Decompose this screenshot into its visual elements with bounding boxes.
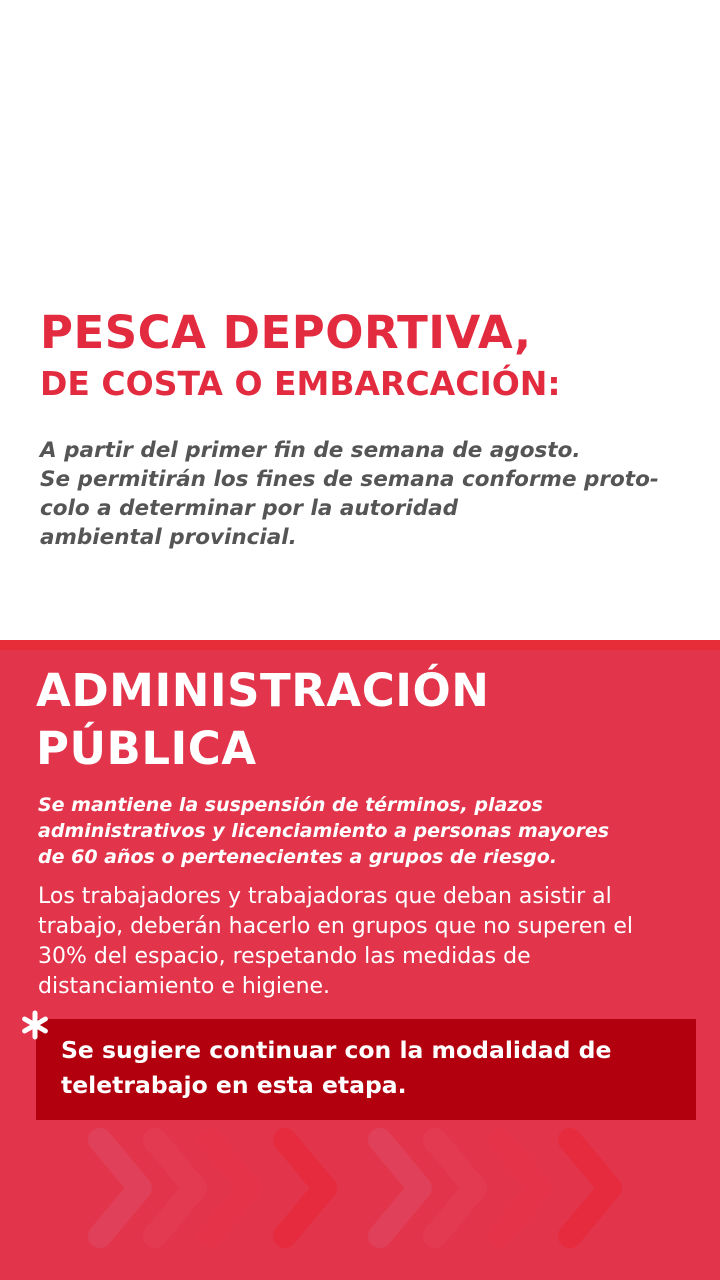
pesca-intro-line: Se permitirán los fines de semana conforme proto- xyxy=(40,467,659,492)
note-line: Se sugiere continuar con la modalidad de xyxy=(61,1036,612,1064)
admin-subtitle-line: de 60 años o pertenecientes a grupos de riesgo. xyxy=(38,846,558,868)
pesca-intro-line: colo a determinar por la autoridad xyxy=(40,496,458,521)
admin-title-line1: ADMINISTRACIÓN xyxy=(36,664,490,717)
chevron-mark xyxy=(155,1140,195,1236)
chevron-mark xyxy=(380,1140,420,1236)
chevron-mark xyxy=(285,1140,325,1236)
teletrabajo-note-box xyxy=(36,1019,696,1120)
admin-subtitle xyxy=(38,792,698,870)
chevron-arrows-icon xyxy=(80,1128,650,1248)
pesca-title-line1: PESCA DEPORTIVA, xyxy=(40,306,532,359)
admin-title-line2: PÚBLICA xyxy=(36,722,257,775)
admin-subtitle-line: Se mantiene la suspensión de términos, plazos xyxy=(38,794,543,816)
pesca-intro-line: A partir del primer fin de semana de agosto. xyxy=(40,438,581,463)
pesca-title-line2: DE COSTA O EMBARCACIÓN: xyxy=(40,364,561,403)
chevron-mark xyxy=(100,1140,140,1236)
pesca-intro-line: ambiental provincial. xyxy=(40,525,297,550)
asterisk-icon xyxy=(20,1010,50,1040)
chevron-mark xyxy=(210,1140,250,1236)
section-divider-stripe xyxy=(0,640,720,650)
admin-body-line: Los trabajadores y trabajadoras que deban asistir al xyxy=(38,884,612,909)
admin-body-line: trabajo, deberán hacerlo en grupos que no superen el xyxy=(38,914,634,939)
admin-body-line: distanciamiento e higiene. xyxy=(38,974,331,999)
admin-section xyxy=(0,640,720,1280)
chevron-mark xyxy=(570,1140,610,1236)
note-line: teletrabajo en esta etapa. xyxy=(61,1071,407,1099)
admin-body-line: 30% del espacio, respetando las medidas de xyxy=(38,944,531,969)
admin-subtitle-line: administrativos y licenciamiento a personas mayores xyxy=(38,820,610,842)
admin-title xyxy=(36,662,489,778)
teletrabajo-note-text xyxy=(61,1033,611,1103)
chevron-mark xyxy=(500,1140,540,1236)
chevron-mark xyxy=(435,1140,475,1236)
admin-body xyxy=(38,882,708,1002)
pesca-intro xyxy=(40,436,700,552)
